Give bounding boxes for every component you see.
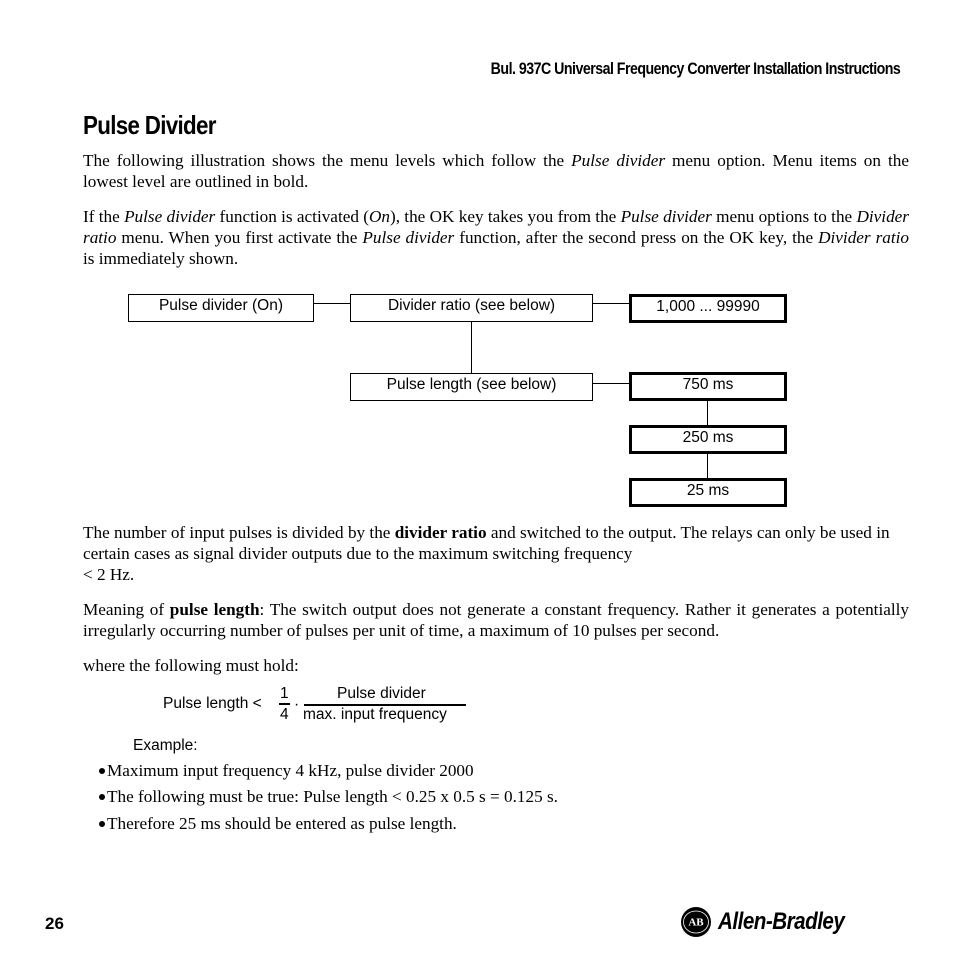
allen-bradley-logo-icon [680, 906, 712, 938]
body-paragraph-divider-ratio: The number of input pulses is divided by the divider ratio and switched to the output. The relays can only be used in certain cases as signal divider outputs due to the maximum switching frequency < 2 Hz. [83, 523, 890, 584]
menu-box-pulse-divider: Pulse divider (On) [128, 294, 314, 322]
example-list-item: Maximum input frequency 4 kHz, pulse divider 2000 [99, 760, 474, 781]
menu-box-divider-range: 1,000 ... 99990 [629, 294, 787, 323]
formula-multiply-dot: · [294, 696, 300, 713]
example-label: Example: [133, 737, 198, 754]
menu-box-pulse-length: Pulse length (see below) [350, 373, 593, 401]
connector-250-25 [707, 453, 708, 478]
connector-ratio-length [471, 321, 472, 373]
connector-length-options [592, 383, 629, 384]
example-list-item: Therefore 25 ms should be entered as pulse length. [99, 813, 457, 834]
bullet-icon [99, 768, 105, 774]
body-paragraph-condition: where the following must hold: [83, 656, 299, 675]
formula-fraction1-bar [279, 703, 290, 705]
body-paragraph-pulse-length: Meaning of pulse length: The switch output does not generate a constant frequency. Rather it generates a potentially irregularly occurring number of pulses per unit of time, a maximum of 10 pulses per second. [83, 600, 909, 640]
formula-lhs: Pulse length < [163, 695, 262, 712]
svg-text:AB: AB [688, 916, 704, 929]
running-header: Bul. 937C Universal Frequency Converter Installation Instructions [490, 60, 900, 78]
formula-fraction1-denominator: 4 [280, 706, 289, 723]
menu-box-750ms: 750 ms [629, 372, 787, 401]
connector-ratio-range [592, 303, 629, 304]
formula-fraction1-numerator: 1 [280, 685, 289, 702]
connector-root-ratio [313, 303, 350, 304]
bullet-icon [99, 821, 105, 827]
menu-box-25ms: 25 ms [629, 478, 787, 507]
formula-fraction2-denominator: max. input frequency [303, 706, 447, 723]
connector-750-250 [707, 400, 708, 425]
intro-paragraph-2: If the Pulse divider function is activated (On), the OK key takes you from the Pulse divider menu options to the Divider ratio menu. When you first activate the Pulse divider function, after the second press on the OK key, the Divider ratio is immediately shown. [83, 207, 910, 268]
example-list-item: The following must be true: Pulse length < 0.25 x 0.5 s = 0.125 s. [99, 786, 558, 807]
page-number: 26 [45, 914, 64, 933]
menu-box-250ms: 250 ms [629, 425, 787, 454]
formula-fraction2-numerator: Pulse divider [337, 685, 426, 702]
brand-name: Allen-Bradley [718, 908, 845, 935]
intro-paragraph-1: The following illustration shows the menu levels which follow the Pulse divider menu option. Menu items on the lowest level are outlined in bold. [83, 151, 909, 191]
bullet-icon [99, 794, 105, 800]
menu-box-divider-ratio: Divider ratio (see below) [350, 294, 593, 322]
page-title: Pulse Divider [83, 110, 216, 140]
